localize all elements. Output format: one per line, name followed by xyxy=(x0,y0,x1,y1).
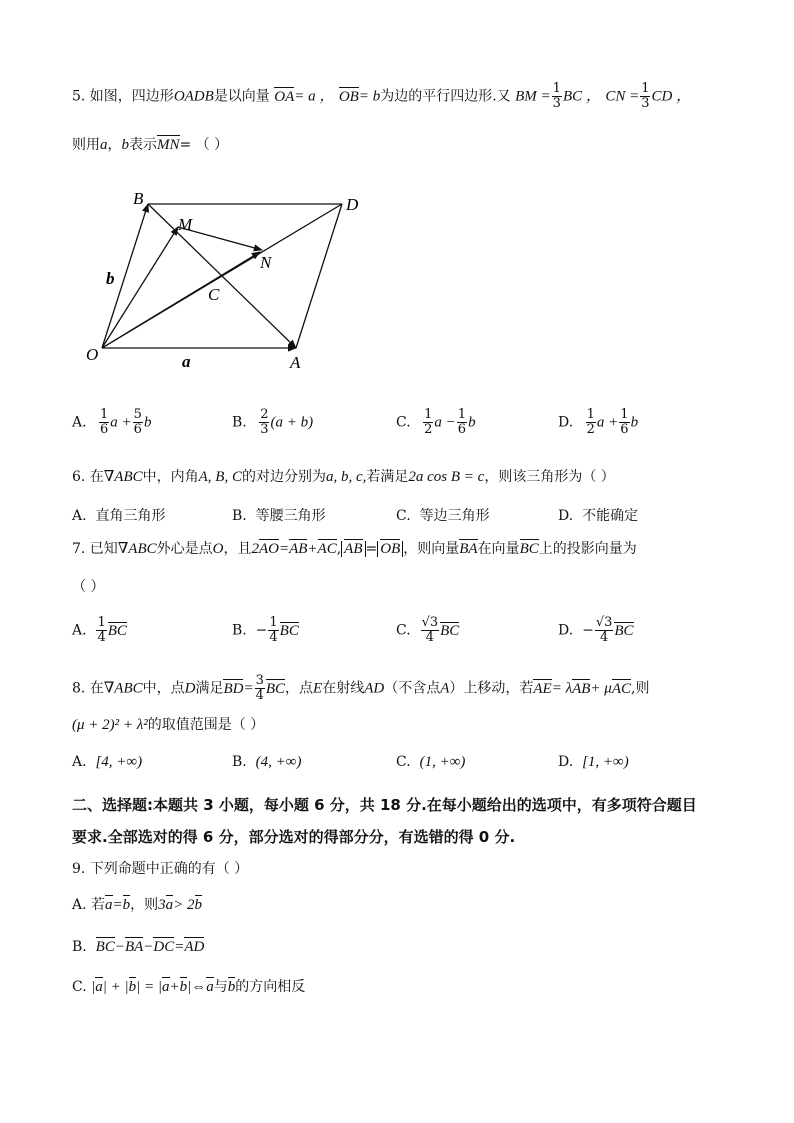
q5-option-a[interactable]: A. $\frac{1}{6}$ a + $\frac{5}{6}$ b xyxy=(72,407,152,437)
q6-option-b[interactable]: B. 等腰三角形 xyxy=(232,508,326,524)
q6-option-d[interactable]: D. 不能确定 xyxy=(558,508,639,524)
q6-stem: 6. 在∇ABC中，内角A, B, C的对边分别为a, b, c,若满足2a cos B = c，则该三角形为（ ） xyxy=(72,469,615,485)
q7-option-d[interactable]: D. − $\frac{√3}{4}$ BC xyxy=(558,615,634,645)
q7-stem: 7. 已知∇ABC外心是点O，且2AO=AB+AC, AB = OB ，则向量BA在向量BC上的投影向量为 xyxy=(72,541,637,557)
q6-option-a[interactable]: A. 直角三角形 xyxy=(72,508,166,524)
q7-paren: （ ） xyxy=(72,579,105,595)
q7-option-c[interactable]: C. $\frac{√3}{4}$ BC xyxy=(396,615,460,645)
q8-option-d[interactable]: D. [1, +∞) xyxy=(558,754,629,770)
section-2-heading-line2: 要求.全部选对的得 6 分，部分选对的得部分分，有选错的得 0 分. xyxy=(72,828,516,846)
q5-option-b[interactable]: B. $\frac{2}{3}$ (a + b) xyxy=(232,407,314,437)
q9-option-c[interactable]: C. |a| + |b| = |a+b|⇔a与b的方向相反 xyxy=(72,979,306,995)
edge-da xyxy=(296,204,342,348)
q5-stem-line2: 则用a，b表示MN= （ ） xyxy=(72,137,229,153)
q6-option-c[interactable]: C. 等边三角形 xyxy=(396,508,490,524)
q9-option-b[interactable]: B. BC−BA−DC=AD xyxy=(72,939,205,955)
q8-option-c[interactable]: C. (1, +∞) xyxy=(396,754,466,770)
q8-option-b[interactable]: B. (4, +∞) xyxy=(232,754,302,770)
q8-stem-line1: 8. 在∇ABC中，点D满足BD= $\frac{3}{4}$ BC，点E在射线AD（不含点A）上移动，若AE= λAB+ μAC,则 xyxy=(72,673,650,703)
label-n-point: N xyxy=(260,253,272,272)
label-vector-a: a xyxy=(182,352,191,371)
q7-option-b[interactable]: B. − $\frac{1}{4}$ BC xyxy=(232,615,299,645)
q5-option-c[interactable]: C. $\frac{1}{2}$ a − $\frac{1}{6}$ b xyxy=(396,407,476,437)
label-c-point: C xyxy=(208,285,220,304)
q9-option-a[interactable]: A. 若a=b，则3a> 2b xyxy=(72,897,203,913)
q5-option-d[interactable]: D. $\frac{1}{2}$ a + $\frac{1}{6}$ b xyxy=(558,407,639,437)
label-d-point: D xyxy=(346,195,359,214)
q8-stem-line2: (μ + 2)² + λ²的取值范围是（ ） xyxy=(72,717,265,733)
q7-option-a[interactable]: A. $\frac{1}{4}$ BC xyxy=(72,615,127,645)
q5-stem-line1: 5. 如图，四边形OADB是以向量 OA= a ， OB= b为边的平行四边形.又 BM = $\frac{1}{3}$ BC ， CN = $\frac{1}{3}$ CD ， xyxy=(72,81,692,111)
vector-on xyxy=(102,252,260,348)
label-o-point: O xyxy=(86,345,99,364)
label-vector-b: b xyxy=(106,269,115,288)
q9-stem: 9. 下列命题中正确的有（ ） xyxy=(72,861,249,877)
section-2-heading-line1: 二、选择题:本题共 3 小题，每小题 6 分，共 18 分.在每小题给出的选项中，有多项符合题目 xyxy=(72,796,697,814)
q8-option-a[interactable]: A. [4, +∞) xyxy=(72,754,143,770)
label-b-point: B xyxy=(133,189,144,208)
parallelogram-figure xyxy=(70,180,380,380)
label-m-point: M xyxy=(178,215,193,234)
label-a-point: A xyxy=(290,353,301,372)
